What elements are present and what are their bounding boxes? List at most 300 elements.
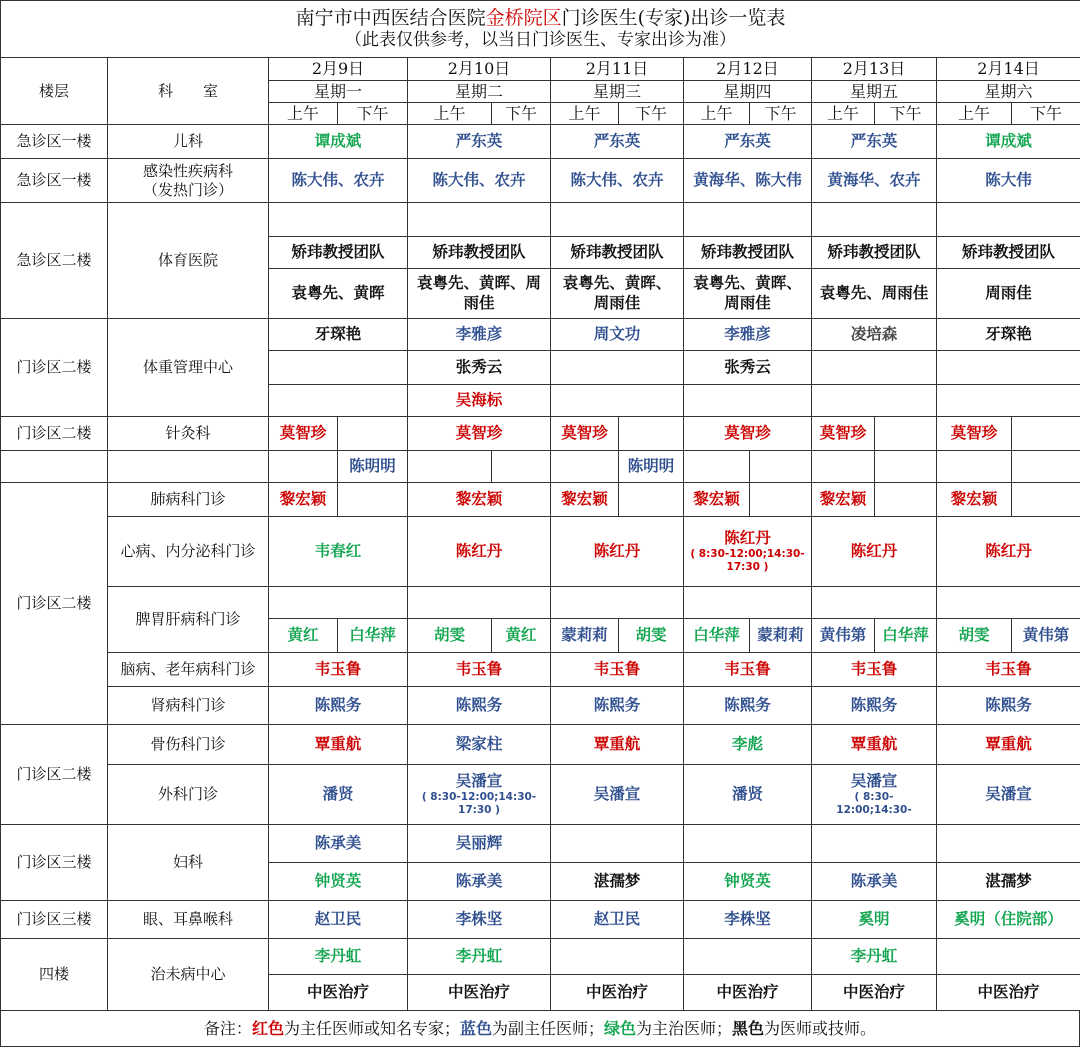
- doctor-cell: [407, 416, 551, 451]
- doctor-cell: [936, 618, 1012, 653]
- doctor-name: 蒙莉莉: [757, 625, 804, 644]
- doctor-name: 袁粤先、周雨佳: [819, 283, 929, 302]
- doctor-name: 奚明（住院部）: [954, 909, 1063, 928]
- doctor-name: 覃重航: [593, 734, 641, 753]
- weekday-header: 星期六: [936, 80, 1080, 103]
- dept-label: 眼、耳鼻喉科: [107, 900, 269, 939]
- empty-cell: [407, 450, 492, 483]
- dept-label: 骨伤科门诊: [107, 724, 269, 765]
- doctor-cell: [268, 236, 408, 269]
- doctor-cell: [811, 482, 875, 517]
- doctor-name: 吴潘宣: [593, 784, 641, 803]
- empty-cell: [936, 202, 1080, 237]
- doctor-name: 黎宏颖: [950, 489, 998, 508]
- date-header: 2月14日: [936, 57, 1080, 81]
- doctor-cell: [407, 482, 551, 517]
- empty-cell: [683, 450, 750, 483]
- doctor-cell: [936, 900, 1080, 939]
- doctor-name: 李雅彦: [724, 324, 771, 343]
- empty-cell: [618, 482, 684, 517]
- title-subtitle: （此表仅供参考，以当日门诊医生、专家出诊为准）: [344, 30, 736, 51]
- floor-label: 门诊区二楼: [0, 318, 108, 417]
- doctor-cell: [936, 764, 1080, 825]
- empty-cell: [268, 586, 408, 619]
- dept-label: 儿科: [107, 124, 269, 159]
- doctor-cell: [811, 618, 875, 653]
- doctor-cell: [683, 516, 812, 587]
- time-note: 17:30 ): [458, 804, 500, 817]
- doctor-name: 吴潘宣: [985, 784, 1032, 803]
- doctor-name: 莫智珍: [724, 423, 771, 442]
- doctor-name: 李丹虹: [455, 946, 503, 965]
- dept-label: 体育医院: [107, 202, 269, 319]
- empty-cell: [268, 384, 408, 417]
- empty-cell: [337, 482, 408, 517]
- doctor-name: 奚明: [858, 909, 890, 928]
- doctor-cell: [550, 236, 684, 269]
- doctor-name: 中医治疗: [977, 982, 1040, 1001]
- doctor-cell: [811, 236, 937, 269]
- dept-label: 妇科: [107, 824, 269, 901]
- empty-cell: [683, 824, 812, 863]
- doctor-cell: [407, 862, 551, 901]
- doctor-name: 黎宏颖: [693, 489, 740, 508]
- doctor-name: 周雨佳: [985, 283, 1032, 302]
- doctor-cell: [407, 974, 551, 1011]
- doctor-cell: [407, 824, 551, 863]
- doctor-cell: [811, 686, 937, 725]
- doctor-name: 陈大伟、农卉: [570, 170, 664, 189]
- doctor-name: 韦玉鲁: [593, 659, 641, 678]
- dept-label: 脑病、老年病科门诊: [107, 652, 269, 687]
- doctor-cell: [936, 974, 1080, 1011]
- empty-cell: [550, 384, 684, 417]
- dept-label: 体重管理中心: [107, 318, 269, 417]
- empty-cell: [936, 450, 1012, 483]
- doctor-name: 张秀云: [455, 357, 503, 376]
- doctor-cell: [683, 686, 812, 725]
- empty-cell: [936, 824, 1080, 863]
- empty-cell: [268, 450, 338, 483]
- doctor-cell: [936, 652, 1080, 687]
- doctor-name: 赵卫民: [593, 909, 641, 928]
- doctor-name: 梁家柱: [455, 734, 503, 753]
- weekday-header: 星期二: [407, 80, 551, 103]
- doctor-cell: [936, 686, 1080, 725]
- doctor-cell: [407, 236, 551, 269]
- doctor-cell: [618, 450, 684, 483]
- empty-cell: [550, 938, 684, 975]
- doctor-name: 莫智珍: [819, 423, 867, 442]
- doctor-name: 袁粤先、黄晖、: [562, 274, 672, 293]
- doctor-name: 白华萍: [693, 625, 740, 644]
- doctor-name: 陈红丹: [985, 541, 1032, 560]
- doctor-cell: [811, 724, 937, 765]
- legend-blue-text: 为副主任医师；: [491, 1018, 604, 1038]
- empty-cell: [683, 202, 812, 237]
- doctor-cell: [268, 724, 408, 765]
- doctor-name: 陈熙务: [314, 695, 362, 714]
- doctor-cell: [268, 764, 408, 825]
- doctor-cell: [550, 268, 684, 319]
- doctor-name: 陈熙务: [985, 695, 1032, 714]
- empty-cell: [683, 938, 812, 975]
- empty-cell: [407, 586, 551, 619]
- doctor-cell: [407, 652, 551, 687]
- doctor-name: 严东英: [593, 131, 641, 150]
- doctor-cell: [683, 618, 750, 653]
- doctor-cell: [268, 862, 408, 901]
- page-title: [0, 0, 1080, 58]
- legend-green-text: 为主治医师；: [636, 1018, 733, 1038]
- pm-header: 下午: [749, 102, 812, 125]
- doctor-cell: [550, 516, 684, 587]
- doctor-cell: [550, 686, 684, 725]
- doctor-name: 白华萍: [882, 625, 929, 644]
- empty-cell: [811, 586, 937, 619]
- doctor-name: 中医治疗: [716, 982, 779, 1001]
- doctor-cell: [337, 450, 408, 483]
- doctor-cell: [268, 938, 408, 975]
- doctor-cell: [268, 652, 408, 687]
- doctor-name: 潘贤: [731, 784, 763, 803]
- doctor-cell: [550, 482, 619, 517]
- doctor-name: 黄海华、陈大伟: [693, 170, 802, 189]
- title-part: 门诊医生(专家)出诊一览表: [561, 6, 786, 29]
- title-highlight: 金桥院区: [485, 6, 562, 29]
- am-header: 上午: [268, 102, 338, 125]
- doctor-cell: [1011, 618, 1080, 653]
- doctor-cell: [811, 862, 937, 901]
- doctor-name: 陈大伟、农卉: [432, 170, 526, 189]
- weekday-header: 星期五: [811, 80, 937, 103]
- doctor-name: 钟贤英: [724, 871, 771, 890]
- doctor-name: 凌培森: [850, 324, 898, 343]
- doctor-cell: [811, 268, 937, 319]
- doctor-cell: [550, 158, 684, 203]
- doctor-name: 陈熙务: [593, 695, 641, 714]
- dept-label: 针灸科: [107, 416, 269, 451]
- date-header: 2月10日: [407, 57, 551, 81]
- doctor-name: 韦玉鲁: [314, 659, 362, 678]
- doctor-cell: [268, 416, 338, 451]
- doctor-name: 韦玉鲁: [985, 659, 1032, 678]
- doctor-name: 中医治疗: [585, 982, 648, 1001]
- doctor-name: 湛孺梦: [985, 871, 1032, 890]
- doctor-name: 陈承美: [455, 871, 503, 890]
- dept-label: 肾病科门诊: [107, 686, 269, 725]
- doctor-name: 陈明明: [627, 456, 675, 475]
- doctor-cell: [811, 764, 937, 825]
- time-note: ( 8:30-: [854, 791, 894, 804]
- doctor-cell: [683, 652, 812, 687]
- doctor-name: 张秀云: [724, 357, 771, 376]
- doctor-cell: [683, 268, 812, 319]
- time-note: 17:30 ): [726, 561, 769, 574]
- empty-cell: [874, 482, 937, 517]
- empty-cell: [107, 450, 269, 483]
- doctor-cell: [268, 158, 408, 203]
- pm-header: 下午: [337, 102, 408, 125]
- floor-label: 急诊区一楼: [0, 158, 108, 203]
- legend-red: 红色: [251, 1018, 284, 1038]
- doctor-cell: [407, 158, 551, 203]
- doctor-cell: [936, 482, 1012, 517]
- doctor-cell: [268, 268, 408, 319]
- dept-header: 科 室: [107, 57, 269, 125]
- empty-cell: [874, 450, 937, 483]
- doctor-cell: [407, 900, 551, 939]
- time-note: 12:00;14:30-: [836, 804, 912, 817]
- empty-cell: [936, 938, 1080, 975]
- am-header: 上午: [936, 102, 1012, 125]
- legend-green: 绿色: [604, 1018, 637, 1038]
- doctor-name: 覃重航: [850, 734, 898, 753]
- floor-label: 门诊区三楼: [0, 824, 108, 901]
- doctor-cell: [683, 124, 812, 159]
- doctor-name: 陈大伟、农卉: [291, 170, 385, 189]
- doctor-name: 赵卫民: [314, 909, 362, 928]
- doctor-name: 白华萍: [349, 625, 396, 644]
- doctor-name: 胡雯: [433, 625, 465, 644]
- doctor-cell: [618, 618, 684, 653]
- empty-cell: [550, 450, 619, 483]
- doctor-name: 陈红丹: [850, 541, 898, 560]
- doctor-name: 陈明明: [349, 456, 396, 475]
- doctor-name: 严东英: [455, 131, 503, 150]
- doctor-name: 黎宏颖: [819, 489, 867, 508]
- legend-blue: 蓝色: [459, 1018, 492, 1038]
- doctor-cell: [936, 318, 1080, 351]
- doctor-name: 矫玮教授团队: [432, 242, 526, 261]
- empty-cell: [550, 586, 684, 619]
- doctor-cell: [811, 158, 937, 203]
- doctor-cell: [811, 900, 937, 939]
- dept-label: 治未病中心: [107, 938, 269, 1011]
- doctor-name: 陈承美: [850, 871, 898, 890]
- doctor-name: 黎宏颖: [279, 489, 327, 508]
- doctor-name: 周雨佳: [724, 293, 771, 312]
- doctor-cell: [811, 974, 937, 1011]
- doctor-name: 中医治疗: [447, 982, 510, 1001]
- weekday-header: 星期四: [683, 80, 812, 103]
- empty-cell: [1011, 450, 1080, 483]
- doctor-name: 胡雯: [635, 625, 667, 644]
- doctor-name: 周雨佳: [593, 293, 641, 312]
- floor-label: 急诊区二楼: [0, 202, 108, 319]
- empty-cell: [683, 384, 812, 417]
- doctor-name: 李雅彦: [455, 324, 503, 343]
- doctor-cell: [936, 862, 1080, 901]
- doctor-name: 袁粤先、黄晖: [291, 283, 385, 302]
- doctor-name: 陈熙务: [850, 695, 898, 714]
- dept-label: [107, 158, 269, 203]
- doctor-name: 中医治疗: [306, 982, 369, 1001]
- floor-label: 四楼: [0, 938, 108, 1011]
- date-header: 2月9日: [268, 57, 408, 81]
- doctor-name: 黄伟第: [819, 625, 867, 644]
- date-header: 2月12日: [683, 57, 812, 81]
- doctor-name: 吴海标: [455, 390, 503, 409]
- dept-label: 脾胃肝病科门诊: [107, 586, 269, 653]
- empty-cell: [407, 202, 551, 237]
- doctor-name: 莫智珍: [279, 423, 327, 442]
- doctor-name: 陈红丹: [455, 541, 503, 560]
- doctor-name: 陈熙务: [724, 695, 771, 714]
- doctor-cell: [683, 862, 812, 901]
- empty-cell: [936, 586, 1080, 619]
- empty-cell: [1011, 482, 1080, 517]
- doctor-name: 黎宏颖: [455, 489, 503, 508]
- doctor-name: 韦玉鲁: [455, 659, 503, 678]
- doctor-cell: [936, 236, 1080, 269]
- doctor-cell: [550, 764, 684, 825]
- pm-header: 下午: [1011, 102, 1080, 125]
- doctor-cell: [407, 618, 492, 653]
- doctor-name: 陈大伟: [985, 170, 1032, 189]
- doctor-name: 陈红丹: [724, 528, 771, 547]
- doctor-cell: [550, 862, 684, 901]
- doctor-name: 牙琛艳: [314, 324, 362, 343]
- empty-cell: [268, 350, 408, 385]
- doctor-cell: [683, 350, 812, 385]
- doctor-name: 覃重航: [314, 734, 362, 753]
- doctor-cell: [550, 974, 684, 1011]
- doctor-name: 潘贤: [322, 784, 354, 803]
- time-note: ( 8:30-12:00;14:30-: [421, 791, 537, 804]
- doctor-name: 李株坚: [455, 909, 503, 928]
- doctor-name: 黄海华、农卉: [827, 170, 921, 189]
- doctor-name: 矫玮教授团队: [827, 242, 921, 261]
- empty-cell: [618, 416, 684, 451]
- doctor-cell: [550, 618, 619, 653]
- dept-label: 外科门诊: [107, 764, 269, 825]
- doctor-name: 覃重航: [985, 734, 1032, 753]
- pm-header: 下午: [618, 102, 684, 125]
- dept-sublabel: （发热门诊）: [142, 180, 233, 199]
- doctor-cell: [268, 516, 408, 587]
- doctor-name: 袁粤先、黄晖、周: [416, 274, 541, 293]
- doctor-name: 严东英: [850, 131, 898, 150]
- doctor-name: 黎宏颖: [561, 489, 608, 508]
- doctor-cell: [683, 974, 812, 1011]
- doctor-cell: [683, 158, 812, 203]
- doctor-name: 李彪: [731, 734, 763, 753]
- doctor-cell: [683, 236, 812, 269]
- doctor-name: 莫智珍: [950, 423, 998, 442]
- empty-cell: [491, 450, 551, 483]
- empty-cell: [550, 824, 684, 863]
- doctor-cell: [683, 482, 750, 517]
- doctor-name: 黄红: [287, 625, 319, 644]
- doctor-cell: [268, 618, 338, 653]
- doctor-name: 胡雯: [958, 625, 990, 644]
- floor-label: 门诊区二楼: [0, 724, 108, 825]
- pm-header: 下午: [491, 102, 551, 125]
- am-header: 上午: [683, 102, 750, 125]
- weekday-header: 星期三: [550, 80, 684, 103]
- doctor-name: 莫智珍: [561, 423, 608, 442]
- footer-note: [0, 1010, 1080, 1047]
- legend-red-text: 为主任医师或知名专家；: [283, 1018, 460, 1038]
- doctor-cell: [550, 318, 684, 351]
- doctor-cell: [550, 652, 684, 687]
- doctor-cell: [749, 618, 812, 653]
- doctor-name: 雨佳: [463, 293, 495, 312]
- empty-cell: [337, 416, 408, 451]
- empty-cell: [268, 202, 408, 237]
- doctor-cell: [268, 824, 408, 863]
- floor-label: 门诊区二楼: [0, 416, 108, 451]
- floor-label: 急诊区一楼: [0, 124, 108, 159]
- doctor-cell: [811, 124, 937, 159]
- doctor-cell: [683, 764, 812, 825]
- doctor-cell: [268, 686, 408, 725]
- doctor-cell: [268, 482, 338, 517]
- date-header: 2月11日: [550, 57, 684, 81]
- doctor-cell: [268, 900, 408, 939]
- doctor-cell: [491, 618, 551, 653]
- doctor-name: 韦春红: [314, 541, 362, 560]
- weekday-header: 星期一: [268, 80, 408, 103]
- doctor-cell: [407, 516, 551, 587]
- empty-cell: [874, 416, 937, 451]
- doctor-name: 牙琛艳: [985, 324, 1032, 343]
- doctor-cell: [936, 158, 1080, 203]
- doctor-name: 矫玮教授团队: [961, 242, 1055, 261]
- doctor-cell: [550, 124, 684, 159]
- doctor-cell: [936, 724, 1080, 765]
- empty-cell: [1011, 416, 1080, 451]
- empty-cell: [749, 450, 812, 483]
- floor-header: 楼层: [0, 57, 108, 125]
- doctor-cell: [407, 724, 551, 765]
- doctor-cell: [407, 686, 551, 725]
- empty-cell: [550, 202, 684, 237]
- doctor-name: 李丹虹: [850, 946, 898, 965]
- doctor-cell: [811, 516, 937, 587]
- legend-black-text: 为医师或技师。: [764, 1018, 877, 1038]
- doctor-cell: [811, 318, 937, 351]
- doctor-cell: [936, 416, 1012, 451]
- empty-cell: [811, 450, 875, 483]
- doctor-cell: [811, 938, 937, 975]
- floor-label: 门诊区三楼: [0, 900, 108, 939]
- doctor-cell: [407, 318, 551, 351]
- legend-black: 黑色: [732, 1018, 765, 1038]
- doctor-name: 韦玉鲁: [850, 659, 898, 678]
- doctor-cell: [683, 900, 812, 939]
- doctor-cell: [936, 268, 1080, 319]
- doctor-name: 严东英: [724, 131, 771, 150]
- doctor-name: 陈承美: [314, 833, 362, 852]
- doctor-cell: [407, 764, 551, 825]
- doctor-cell: [811, 652, 937, 687]
- doctor-name: 谭成斌: [314, 131, 362, 150]
- doctor-cell: [811, 416, 875, 451]
- doctor-name: 矫玮教授团队: [700, 242, 794, 261]
- doctor-name: 袁粤先、黄晖、: [693, 274, 802, 293]
- empty-cell: [811, 384, 937, 417]
- doctor-cell: [407, 384, 551, 417]
- doctor-cell: [683, 318, 812, 351]
- doctor-name: 吴潘宣: [455, 771, 503, 790]
- dept-label: 心病、内分泌科门诊: [107, 516, 269, 587]
- empty-cell: [0, 450, 108, 483]
- empty-cell: [811, 824, 937, 863]
- date-header: 2月13日: [811, 57, 937, 81]
- doctor-name: 矫玮教授团队: [570, 242, 664, 261]
